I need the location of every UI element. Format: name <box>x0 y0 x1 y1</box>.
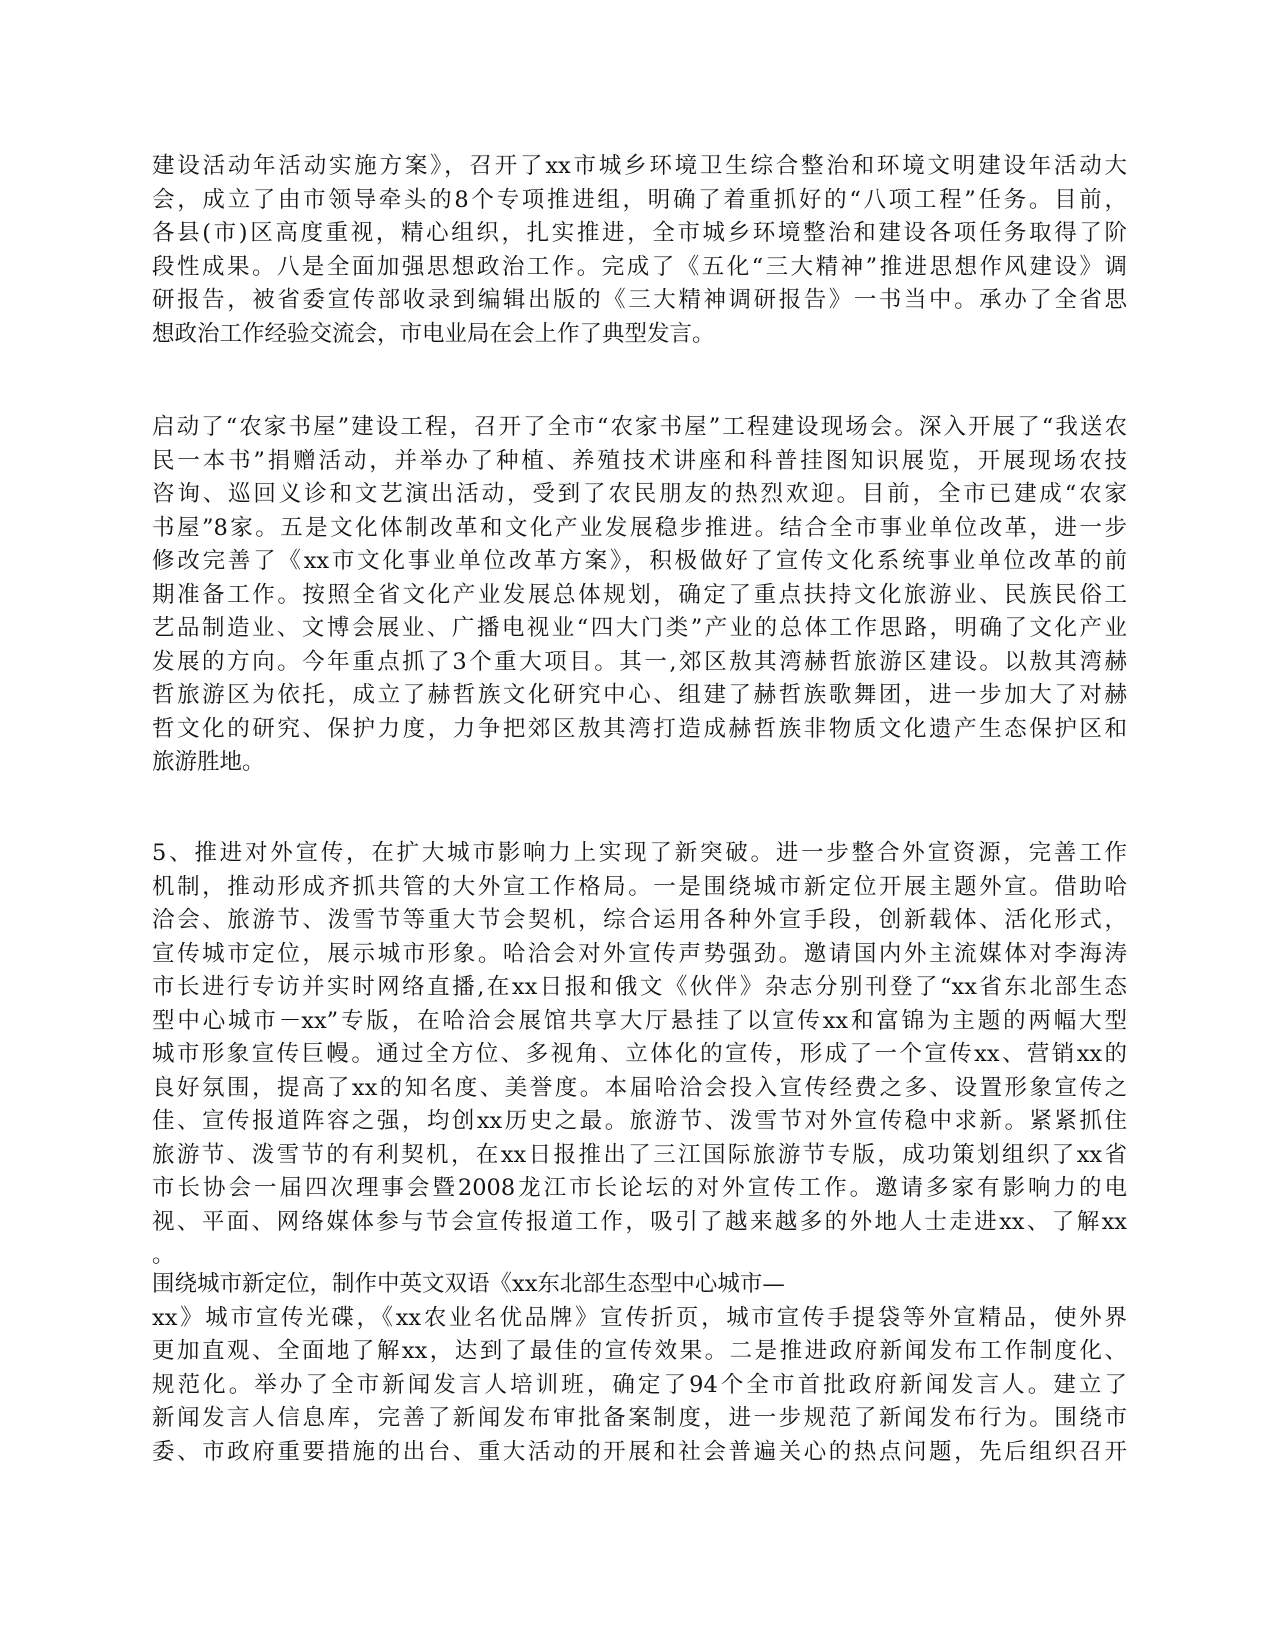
text-line: 想政治工作经验交流会，市电业局在会上作了典型发言。 <box>152 320 715 347</box>
text-line: 城市形象宣传巨幔。通过全方位、多视角、立体化的宣传，形成了一个宣传xx、营销xx的 <box>152 1041 1127 1067</box>
text-line: 旅游节、泼雪节的有利契机，在xx日报推出了三江国际旅游节专版，成功策划组织了xx省 <box>152 1141 1127 1168</box>
text-line: xx》城市宣传光碟，《xx农业名优品牌》宣传折页，城市宣传手提袋等外宣精品，使外界 <box>152 1304 1127 1331</box>
text-line: 建设活动年活动实施方案》，召开了xx市城乡环境卫生综合整治和环境文明建设年活动大 <box>152 153 1127 179</box>
text-line: 视、平面、网络媒体参与节会宣传报道工作，吸引了越来越多的外地人士走进xx、了解xx <box>152 1208 1127 1235</box>
text-line: 委、市政府重要措施的出台、重大活动的开展和社会普遍关心的热点问题，先后组织召开 <box>152 1438 1127 1465</box>
text-line: 艺品制造业、文博会展业、广播电视业“四大门类”产业的总体工作思路，明确了文化产业 <box>152 615 1127 641</box>
text-line: 哲旅游区为依托，成立了赫哲族文化研究中心、组建了赫哲族歌舞团，进一步加大了对赫 <box>152 682 1127 708</box>
text-line: 修改完善了《xx市文化事业单位改革方案》，积极做好了宣传文化系统事业单位改革的前 <box>152 548 1127 574</box>
text-line: 市长进行专访并实时网络直播,在xx日报和俄文《伙伴》杂志分别刊登了“xx省东北部生态 <box>152 974 1127 1000</box>
paragraph <box>152 1268 1127 1469</box>
text-line: 机制，推动形成齐抓共管的大外宣工作格局。一是围绕城市新定位开展主题外宣。借助哈 <box>152 873 1127 900</box>
text-line: 发展的方向。今年重点抓了3个重大项目。其一,郊区敖其湾赫哲旅游区建设。以敖其湾赫 <box>152 648 1127 675</box>
text-line: 书屋”8家。五是文化体制改革和文化产业发展稳步推进。结合全市事业单位改革，进一步 <box>152 514 1127 541</box>
paragraph <box>152 411 1127 780</box>
text-line: 民一本书”捐赠活动，并举办了种植、养殖技术讲座和科普挂图知识展览，开展现场农技 <box>152 447 1127 474</box>
text-line: 围绕城市新定位，制作中英文双语《xx东北部生态型中心城市— <box>152 1271 785 1297</box>
text-line: 段性成果。八是全面加强思想政治工作。完成了《五化“三大精神”推进思想作风建设》调 <box>152 253 1127 280</box>
text-line: 良好氛围，提高了xx的知名度、美誉度。本届哈洽会投入宣传经费之多、设置形象宣传之 <box>152 1074 1127 1101</box>
text-line: 启动了“农家书屋”建设工程，召开了全市“农家书屋”工程建设现场会。深入开展了“我送农 <box>152 414 1127 440</box>
text-line: 规范化。举办了全市新闻发言人培训班，确定了94个全市首批政府新闻发言人。建立了 <box>152 1371 1127 1398</box>
text-line: 5、推进对外宣传，在扩大城市影响力上实现了新突破。进一步整合外宣资源，完善工作 <box>152 840 1127 866</box>
text-line: 更加直观、全面地了解xx，达到了最佳的宣传效果。二是推进政府新闻发布工作制度化、 <box>152 1338 1127 1364</box>
text-line: 会，成立了由市领导牵头的8个专项推进组，明确了着重抓好的“八项工程”任务。目前， <box>152 186 1127 213</box>
text-line: 市长协会一届四次理事会暨2008龙江市长论坛的对外宣传工作。邀请多家有影响力的电 <box>152 1175 1127 1201</box>
text-line: 洽会、旅游节、泼雪节等重大节会契机，综合运用各种外宣手段，创新载体、活化形式， <box>152 907 1127 933</box>
text-line: 。 <box>152 1242 175 1268</box>
text-line: 期准备工作。按照全省文化产业发展总体规划，确定了重点扶持文化旅游业、民族民俗工 <box>152 581 1127 608</box>
text-line: 研报告，被省委宣传部收录到编辑出版的《三大精神调研报告》一书当中。承办了全省思 <box>152 287 1127 313</box>
text-line: 哲文化的研究、保护力度，力争把郊区敖其湾打造成赫哲族非物质文化遗产生态保护区和 <box>152 715 1127 742</box>
text-line: 各县(市)区高度重视，精心组织，扎实推进，全市城乡环境整治和建设各项任务取得了阶 <box>152 220 1127 246</box>
paragraph <box>152 150 1127 351</box>
paragraph <box>152 837 1127 1273</box>
text-line: 咨询、巡回义诊和文艺演出活动，受到了农民朋友的热烈欢迎。目前，全市已建成“农家 <box>152 481 1127 507</box>
text-line: 宣传城市定位，展示城市形象。哈洽会对外宣传声势强劲。邀请国内外主流媒体对李海涛 <box>152 940 1127 967</box>
text-line: 型中心城市－xx”专版，在哈洽会展馆共享大厅悬挂了以宣传xx和富锦为主题的两幅大型 <box>152 1007 1127 1034</box>
text-line: 旅游胜地。 <box>152 749 265 775</box>
text-line: 新闻发言人信息库，完善了新闻发布审批备案制度，进一步规范了新闻发布行为。围绕市 <box>152 1405 1127 1431</box>
text-line: 佳、宣传报道阵容之强，均创xx历史之最。旅游节、泼雪节对外宣传稳中求新。紧紧抓住 <box>152 1108 1127 1134</box>
